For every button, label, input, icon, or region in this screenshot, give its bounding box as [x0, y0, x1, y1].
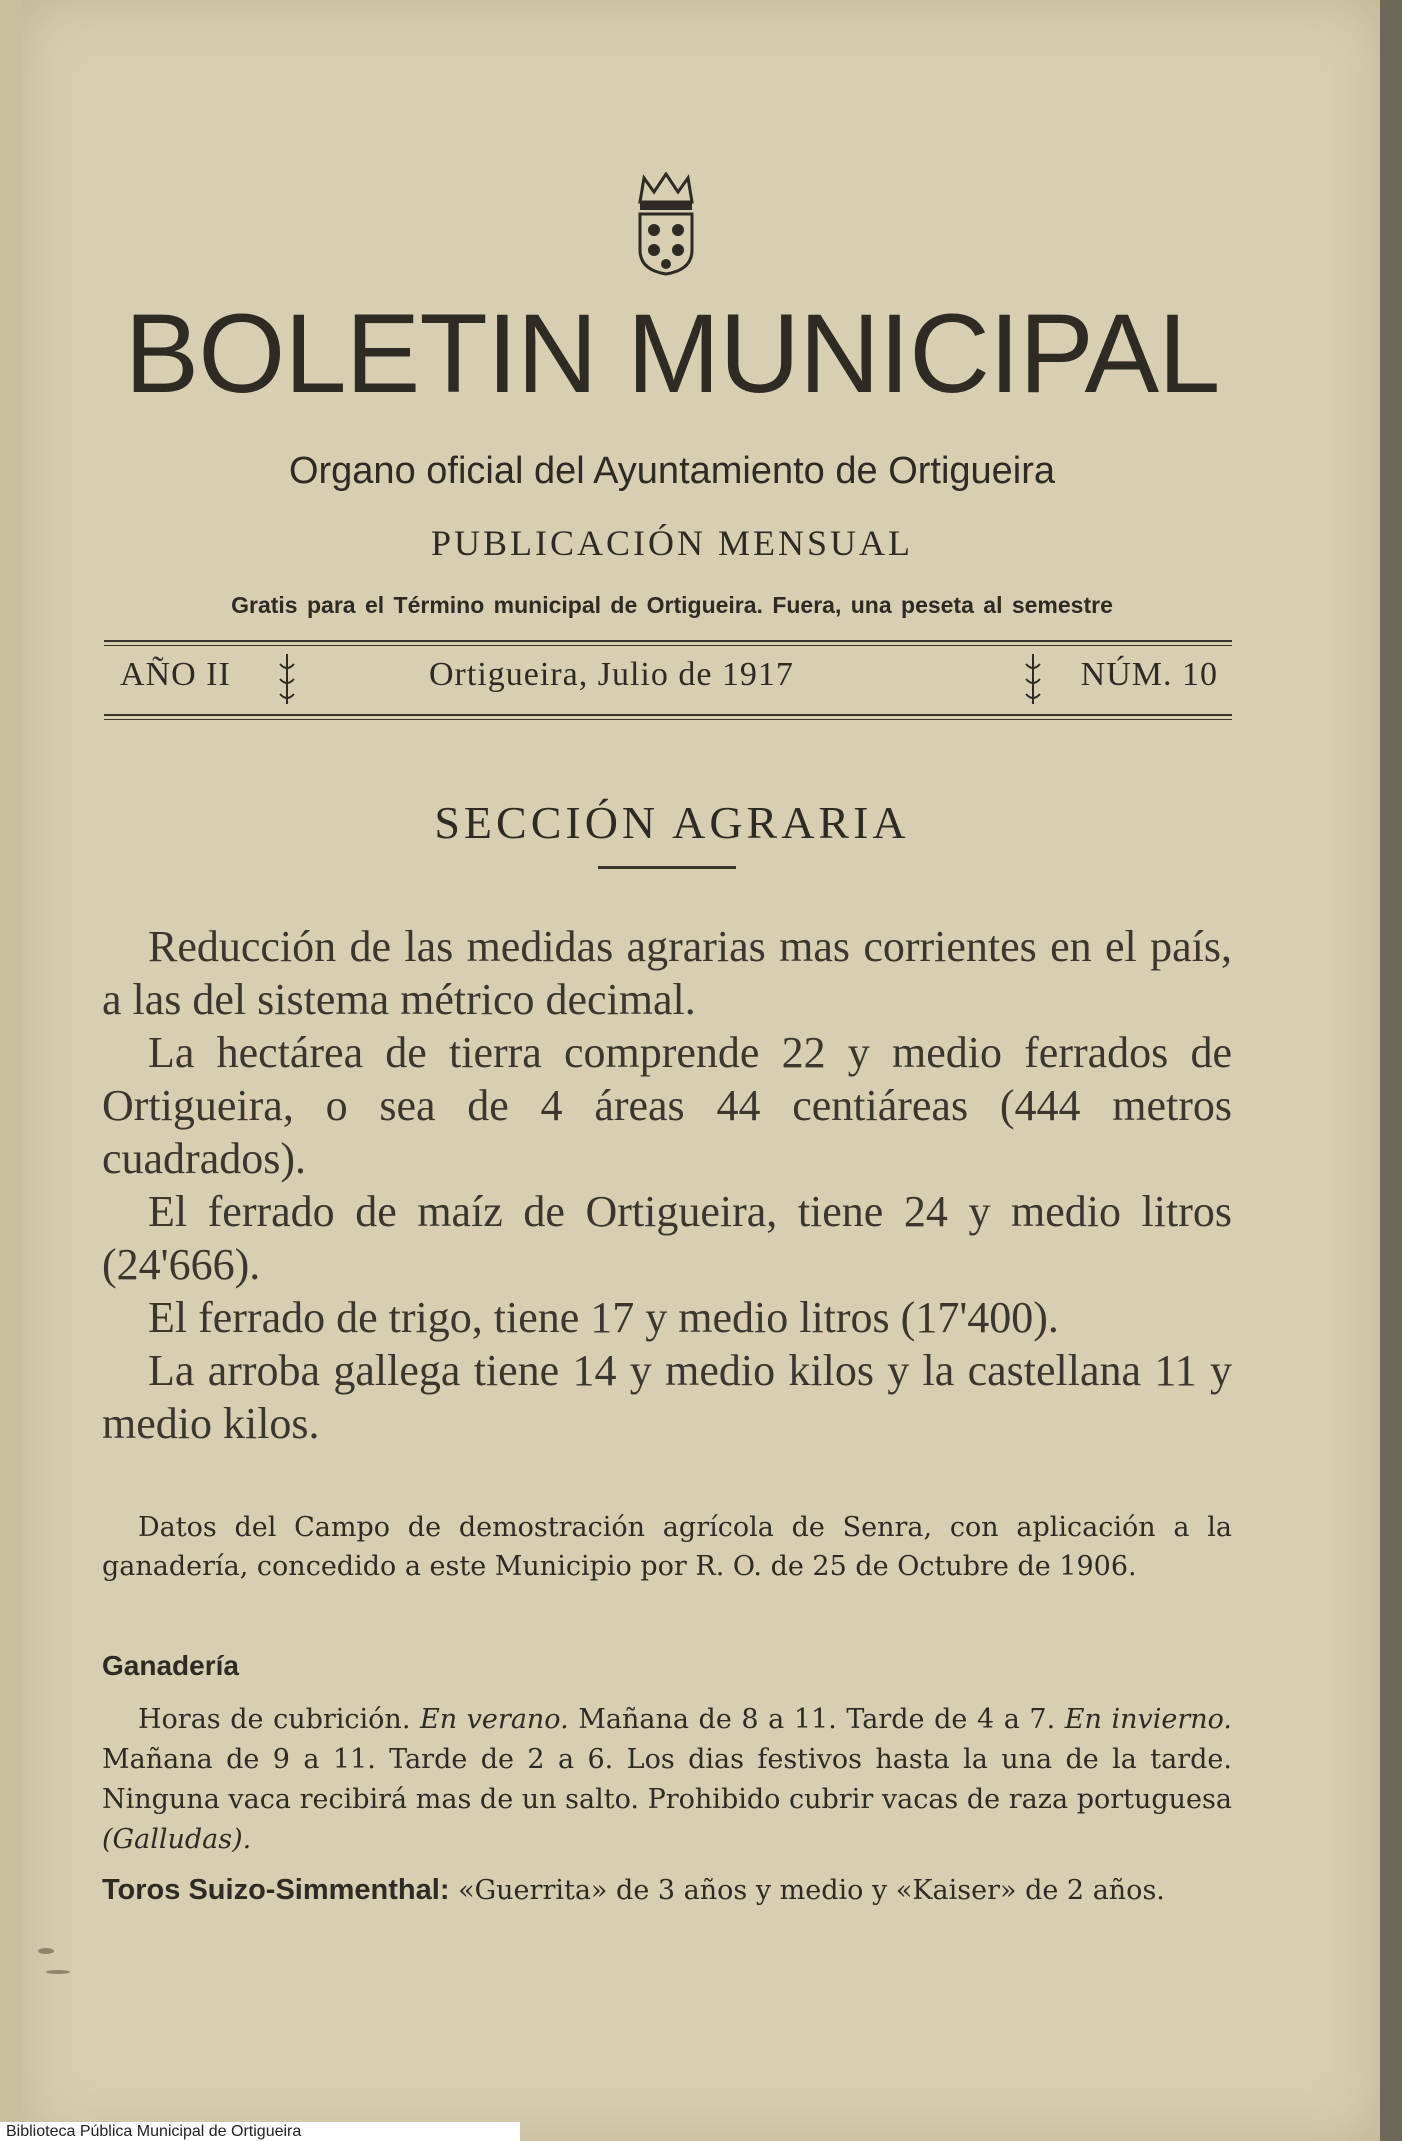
paragraph [102, 1700, 1232, 1860]
document-page [22, 0, 1380, 2141]
subscription-note: Gratis para el Término municipal de Ortigueira. Fuera, una peseta al semestre [231, 592, 1113, 618]
breed-note: (Galludas). [102, 1824, 252, 1855]
issue-number: NÚM. 10 [1080, 656, 1218, 693]
summer-text: Mañana de 8 a 11. Tarde de 4 a 7. [578, 1704, 1056, 1735]
section-underline [598, 866, 736, 869]
paragraph: La hectárea de tierra comprende 22 y medio ferrados de Ortigueira, o sea de 4 áreas 44 centiáreas (444 metros cuadrados). [102, 1028, 1232, 1183]
winter-label: En invierno. [1064, 1704, 1232, 1735]
paragraph: Reducción de las medidas agrarias mas corrientes en el país, a las del sistema métrico decimal. [102, 922, 1232, 1024]
issue-bar [104, 652, 1232, 708]
issue-year: AÑO II [120, 656, 231, 693]
horas-lead: Horas de cubrición. [138, 1704, 411, 1735]
ink-mark [38, 1948, 54, 1954]
bulls-text: «Guerrita» de 3 años y medio y «Kaiser» de 2 años. [458, 1875, 1165, 1906]
paragraph: Datos del Campo de demostración agrícola de Senra, con aplicación a la ganadería, concedido a este Municipio por R. O. de 25 de Octubre de 1906. [102, 1512, 1232, 1582]
coat-of-arms-icon [634, 172, 698, 276]
breeding-hours [102, 1700, 1232, 1860]
paragraph: La arroba gallega tiene 14 y medio kilos y la castellana 11 y medio kilos. [102, 1346, 1232, 1448]
ornament-icon [276, 652, 298, 706]
winter-text: Mañana de 9 a 11. Tarde de 2 a 6. Los dias festivos hasta la una de la tarde. Ninguna vaca recibirá mas de un salto. Prohibido cubrir vacas de raza portuguesa [102, 1744, 1232, 1815]
masthead-title: BOLETIN MUNICIPAL [124, 291, 1220, 416]
page-edge [1380, 0, 1402, 2141]
ornament-icon [1022, 652, 1044, 706]
divider-bottom-thin [104, 719, 1232, 720]
bulls-label: Toros Suizo-Simmenthal: [102, 1874, 450, 1906]
ink-mark [46, 1970, 70, 1974]
ganaderia-heading: Ganadería [102, 1650, 239, 1681]
bulls-info [102, 1870, 1232, 1911]
paragraph [102, 1870, 1232, 1911]
paragraph: El ferrado de trigo, tiene 17 y medio litros (17'400). [148, 1293, 1059, 1342]
library-credit: Biblioteca Pública Municipal de Ortigueira [0, 2122, 520, 2141]
masthead-subtitle: Organo oficial del Ayuntamiento de Ortigueira [288, 450, 1056, 492]
page-spine [0, 0, 24, 2141]
divider-bottom [104, 714, 1232, 716]
summer-label: En verano. [420, 1704, 569, 1735]
campo-intro [102, 1508, 1232, 1586]
publication-frequency: PUBLICACIÓN MENSUAL [430, 523, 914, 563]
divider-top [104, 640, 1232, 642]
issue-date: Ortigueira, Julio de 1917 [429, 656, 794, 693]
section-heading: SECCIÓN AGRARIA [434, 797, 910, 848]
agrarian-measures-text [102, 920, 1232, 1450]
paragraph: El ferrado de maíz de Ortigueira, tiene 24 y medio litros (24'666). [102, 1187, 1232, 1289]
divider-top-thin [104, 645, 1232, 646]
